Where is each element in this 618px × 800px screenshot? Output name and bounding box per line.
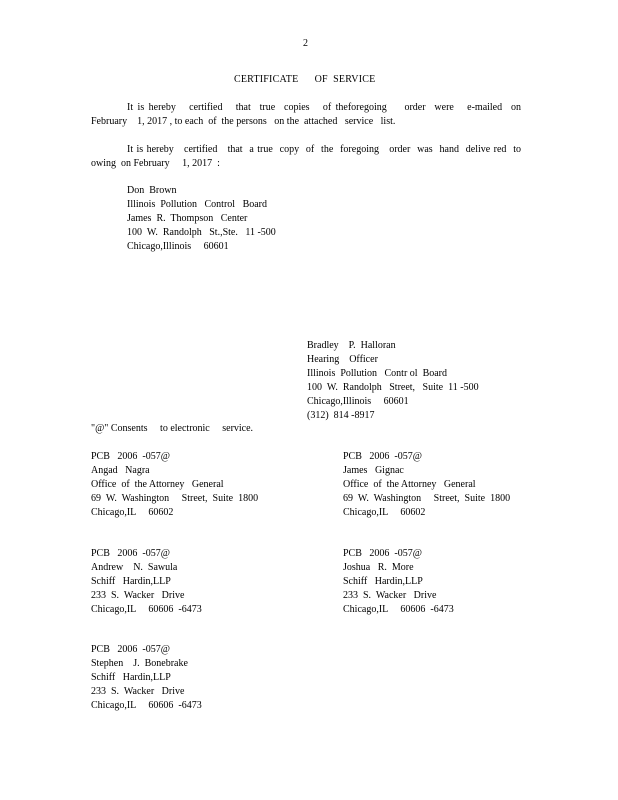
paragraph-line: It is hereby certified that a true copy of the foregoing order was hand delive red to: [127, 144, 521, 155]
address-block-brown: [127, 184, 276, 254]
service-city: Chicago,IL 60606 -6473: [91, 604, 202, 615]
address-line: Illinois Pollution Contr ol Board: [307, 368, 448, 379]
certificate-title: CERTIFICATE OF SERVICE: [234, 74, 376, 85]
address-block-halloran: [307, 339, 479, 423]
service-recipient-name: James Gignac: [343, 465, 404, 476]
service-case-number: PCB 2006 -057@: [91, 548, 170, 559]
address-line: Don Brown: [127, 185, 177, 196]
service-recipient-name: Joshua R. More: [343, 562, 414, 573]
address-line: Chicago,Illinois 60601: [307, 396, 409, 407]
service-street: 233 S. Wacker Drive: [343, 590, 437, 601]
address-line: (312) 814 -8917: [307, 410, 375, 421]
service-entry-nagra: [91, 450, 258, 520]
paragraph-line: It is hereby certified that true copies of theforegoing order were e-mailed on: [127, 102, 521, 113]
service-street: 233 S. Wacker Drive: [91, 686, 185, 697]
service-city: Chicago,IL 60606 -6473: [91, 700, 202, 711]
service-recipient-name: Andrew N. Sawula: [91, 562, 178, 573]
service-entry-more: [343, 547, 454, 617]
service-city: Chicago,IL 60602: [91, 507, 174, 518]
service-recipient-name: Stephen J. Bonebrake: [91, 658, 188, 669]
service-street: 69 W. Washington Street, Suite 1800: [343, 493, 511, 504]
service-street: 233 S. Wacker Drive: [91, 590, 185, 601]
address-line: James R. Thompson Center: [127, 213, 248, 224]
service-city: Chicago,IL 60606 -6473: [343, 604, 454, 615]
service-street: 69 W. Washington Street, Suite 1800: [91, 493, 259, 504]
paragraph-line: February 1, 2017 , to each of the persons on the attached service list.: [91, 116, 396, 127]
address-line: 100 W. Randolph St.,Ste. 11 -500: [127, 227, 276, 238]
consent-note: "@" Consents to electronic service.: [91, 423, 254, 434]
paragraph-hand-delivery: [91, 143, 521, 171]
service-recipient-name: Angad Nagra: [91, 465, 150, 476]
address-line: Illinois Pollution Control Board: [127, 199, 268, 210]
address-line: Chicago,Illinois 60601: [127, 241, 229, 252]
service-city: Chicago,IL 60602: [343, 507, 426, 518]
service-organization: Schiff Hardin,LLP: [91, 672, 171, 683]
service-organization: Schiff Hardin,LLP: [343, 576, 423, 587]
service-entry-sawula: [91, 547, 202, 617]
page-number: 2: [303, 38, 308, 49]
service-entry-gignac: [343, 450, 510, 520]
service-organization: Office of the Attorney General: [343, 479, 476, 490]
service-case-number: PCB 2006 -057@: [343, 548, 422, 559]
paragraph-line: owing on February 1, 2017 :: [91, 158, 220, 169]
service-case-number: PCB 2006 -057@: [91, 451, 170, 462]
address-line: 100 W. Randolph Street, Suite 11 -500: [307, 382, 479, 393]
service-case-number: PCB 2006 -057@: [91, 644, 170, 655]
paragraph-email-service: [91, 101, 521, 129]
address-line: Hearing Officer: [307, 354, 378, 365]
service-case-number: PCB 2006 -057@: [343, 451, 422, 462]
service-organization: Office of the Attorney General: [91, 479, 224, 490]
service-organization: Schiff Hardin,LLP: [91, 576, 171, 587]
address-line: Bradley P. Halloran: [307, 340, 396, 351]
service-entry-bonebrake: [91, 643, 202, 713]
